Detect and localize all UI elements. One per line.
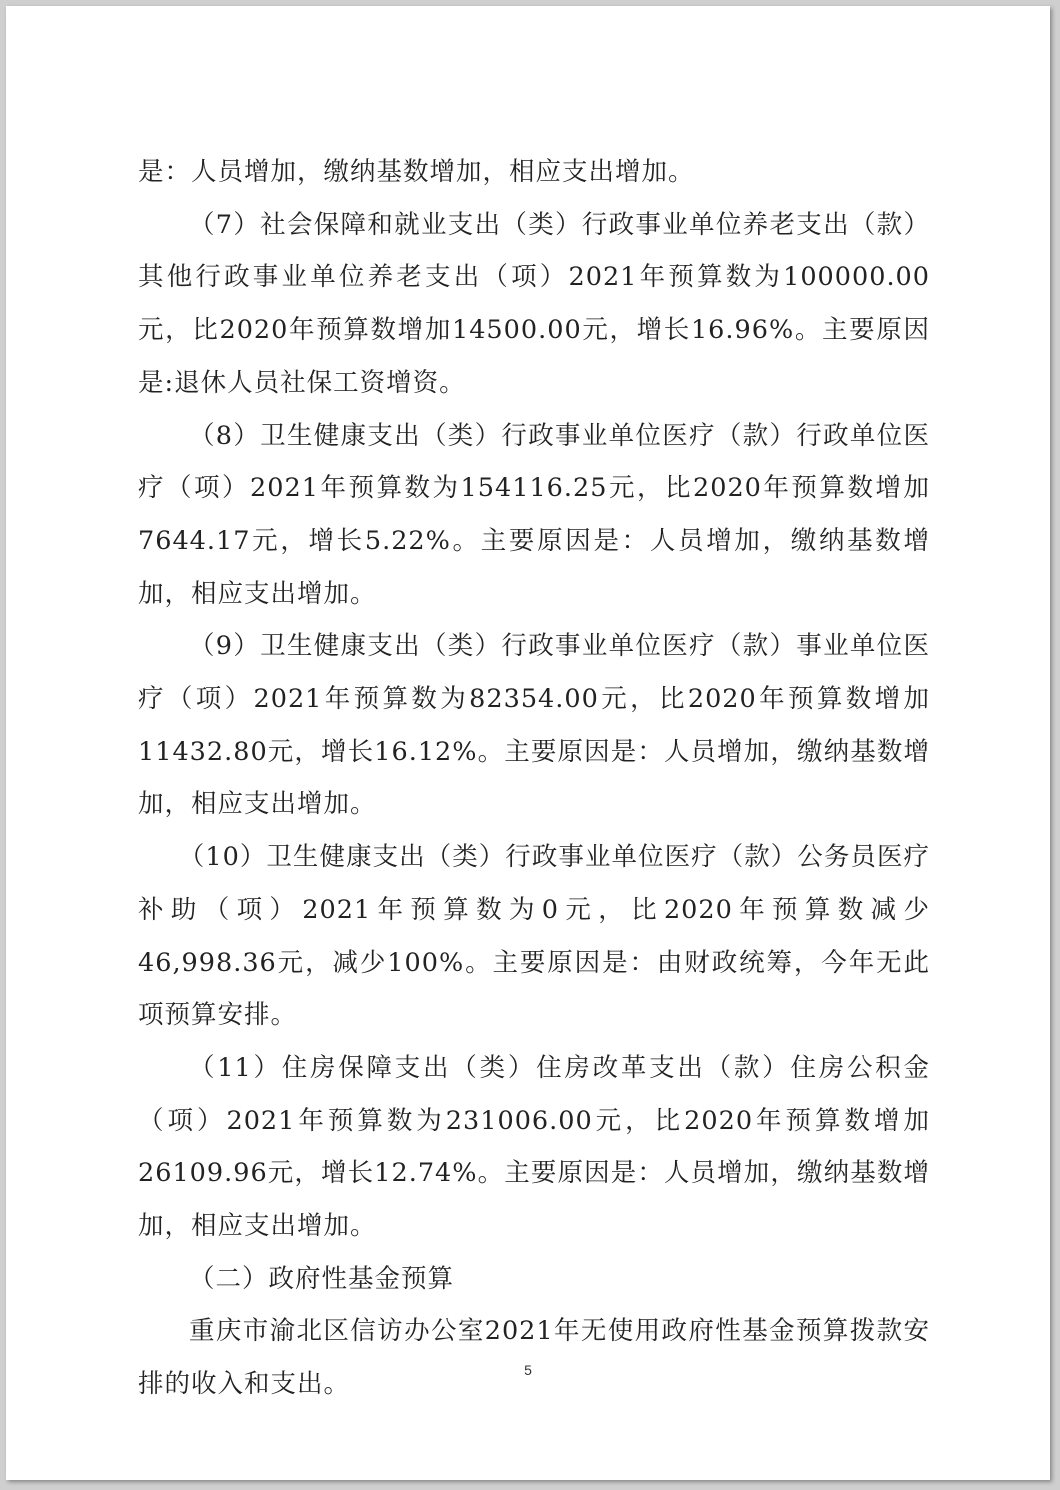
document-page xyxy=(6,6,1050,1480)
paragraph-item-9: （9）卫生健康支出（类）行政事业单位医疗（款）事业单位医疗（项）2021年预算数为82354.00元，比2020年预算数增加11432.80元，增长16.12%。主要原因是：人员增加，缴纳基数增加，相应支出增加。 xyxy=(138,631,930,820)
paragraph-item-10: （10）卫生健康支出（类）行政事业单位医疗（款）公务员医疗补助（项）2021年预算数为0元，比2020年预算数减少46,998.36元，减少100%。主要原因是：由财政统筹，今年无此项预算安排。 xyxy=(138,842,930,1031)
paragraph-item-8: （8）卫生健康支出（类）行政事业单位医疗（款）行政单位医疗（项）2021年预算数为154116.25元，比2020年预算数增加7644.17元，增长5.22%。主要原因是：人员增加，缴纳基数增加，相应支出增加。 xyxy=(138,420,930,609)
paragraph-item-11: （11）住房保障支出（类）住房改革支出（款）住房公积金（项）2021年预算数为231006.00元，比2020年预算数增加26109.96元，增长12.74%。主要原因是：人员增加，缴纳基数增加，相应支出增加。 xyxy=(138,1052,930,1242)
page-number: 5 xyxy=(524,1362,532,1378)
paragraph-item-7: （7）社会保障和就业支出（类）行政事业单位养老支出（款）其他行政事业单位养老支出（项）2021年预算数为100000.00元，比2020年预算数增加14500.00元，增长16.96%。主要原因是:退休人员社保工资增资。 xyxy=(138,209,930,398)
document-body xyxy=(138,146,930,1411)
section-heading-government-fund-budget: （二）政府性基金预算 xyxy=(189,1263,455,1294)
paragraph-government-fund-budget: 重庆市渝北区信访办公室2021年无使用政府性基金预算拨款安排的收入和支出。 xyxy=(138,1316,930,1400)
paragraph-continuation: 是：人员增加，缴纳基数增加，相应支出增加。 xyxy=(138,157,695,187)
